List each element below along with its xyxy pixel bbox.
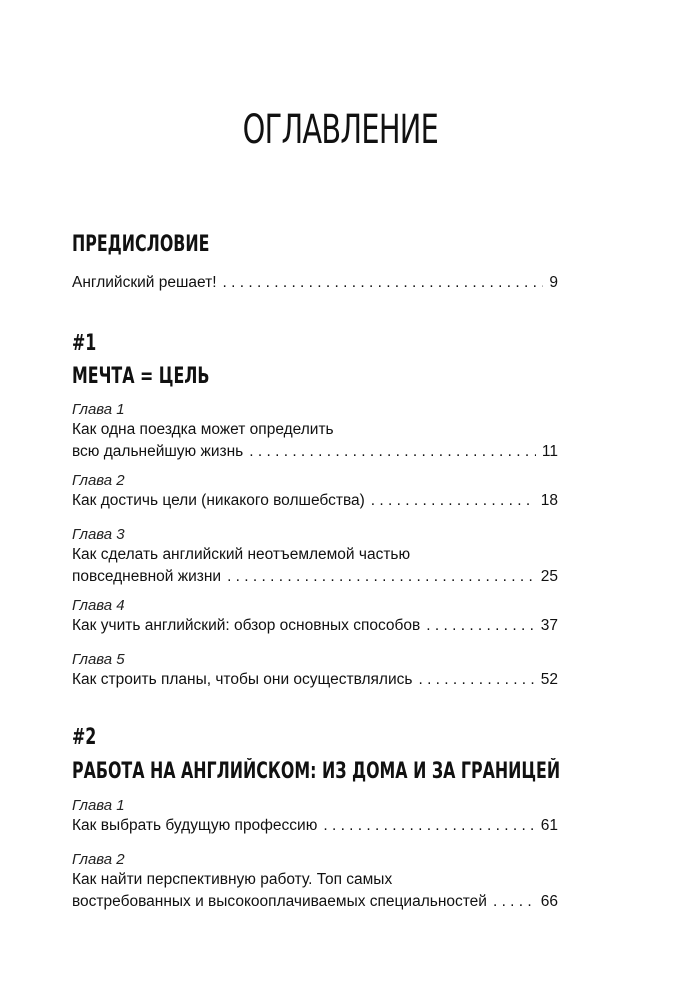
page-number: 52 [540,671,558,688]
dot-leader [227,566,535,588]
chapter-label: Глава 5 [72,651,125,668]
entry-title: повседневной жизни [72,568,222,585]
chapter-label: Глава 1 [72,401,125,418]
dot-leader [323,815,534,837]
dot-leader [371,490,535,512]
preface-heading: ПРЕДИСЛОВИЕ [72,232,210,257]
entry-title-line: Как сделать английский неотъемлемой частью [72,546,411,563]
entry-title: Как учить английский: обзор основных способов [72,617,421,634]
toc-entry-part1-ch1[interactable] [72,400,558,463]
dot-leader [418,669,534,691]
dot-leader [426,615,535,637]
page-number: 61 [540,817,558,834]
entry-title: Как достичь цели (никакого волшебства) [72,492,365,509]
chapter-label: Глава 3 [72,526,125,543]
toc-entry-part1-ch2[interactable] [72,471,558,512]
page-number: 37 [540,617,558,634]
toc-entry-part2-ch1[interactable] [72,796,558,837]
entry-title: Как выбрать будущую профессию [72,817,318,834]
toc-entry-part1-ch5[interactable] [72,650,558,691]
toc-entry-preface[interactable] [72,272,558,294]
part1-heading: МЕЧТА = ЦЕЛЬ [72,364,210,389]
chapter-label: Глава 4 [72,597,125,614]
entry-title-line: Как одна поездка может определить [72,421,334,438]
entry-title-line: Как найти перспективную работу. Топ самых [72,871,393,888]
chapter-label: Глава 2 [72,851,125,868]
page-number: 11 [541,443,558,460]
chapter-label: Глава 2 [72,472,125,489]
dot-leader [493,891,535,913]
page-number: 66 [540,893,558,910]
page-number: 25 [540,568,558,585]
toc-entry-part2-ch2[interactable] [72,850,558,913]
entry-title: Как строить планы, чтобы они осуществлялись [72,671,413,688]
toc-title: ОГЛАВЛЕНИЕ [242,107,439,153]
page-number: 18 [540,492,558,509]
dot-leader [223,272,544,294]
toc-entry-part1-ch3[interactable] [72,525,558,588]
entry-title: Английский решает! [72,274,217,291]
page-number: 9 [549,274,558,291]
entry-title: всю дальнейшую жизнь [72,443,244,460]
part2-heading: РАБОТА НА АНГЛИЙСКОМ: ИЗ ДОМА И ЗА ГРАНИЦЕЙ [72,759,561,784]
entry-title: востребованных и высокооплачиваемых специальностей [72,893,487,910]
chapter-label: Глава 1 [72,797,125,814]
part2-number: #2 [72,725,97,750]
part1-number: #1 [72,331,97,356]
dot-leader [249,441,536,463]
toc-entry-part1-ch4[interactable] [72,596,558,637]
